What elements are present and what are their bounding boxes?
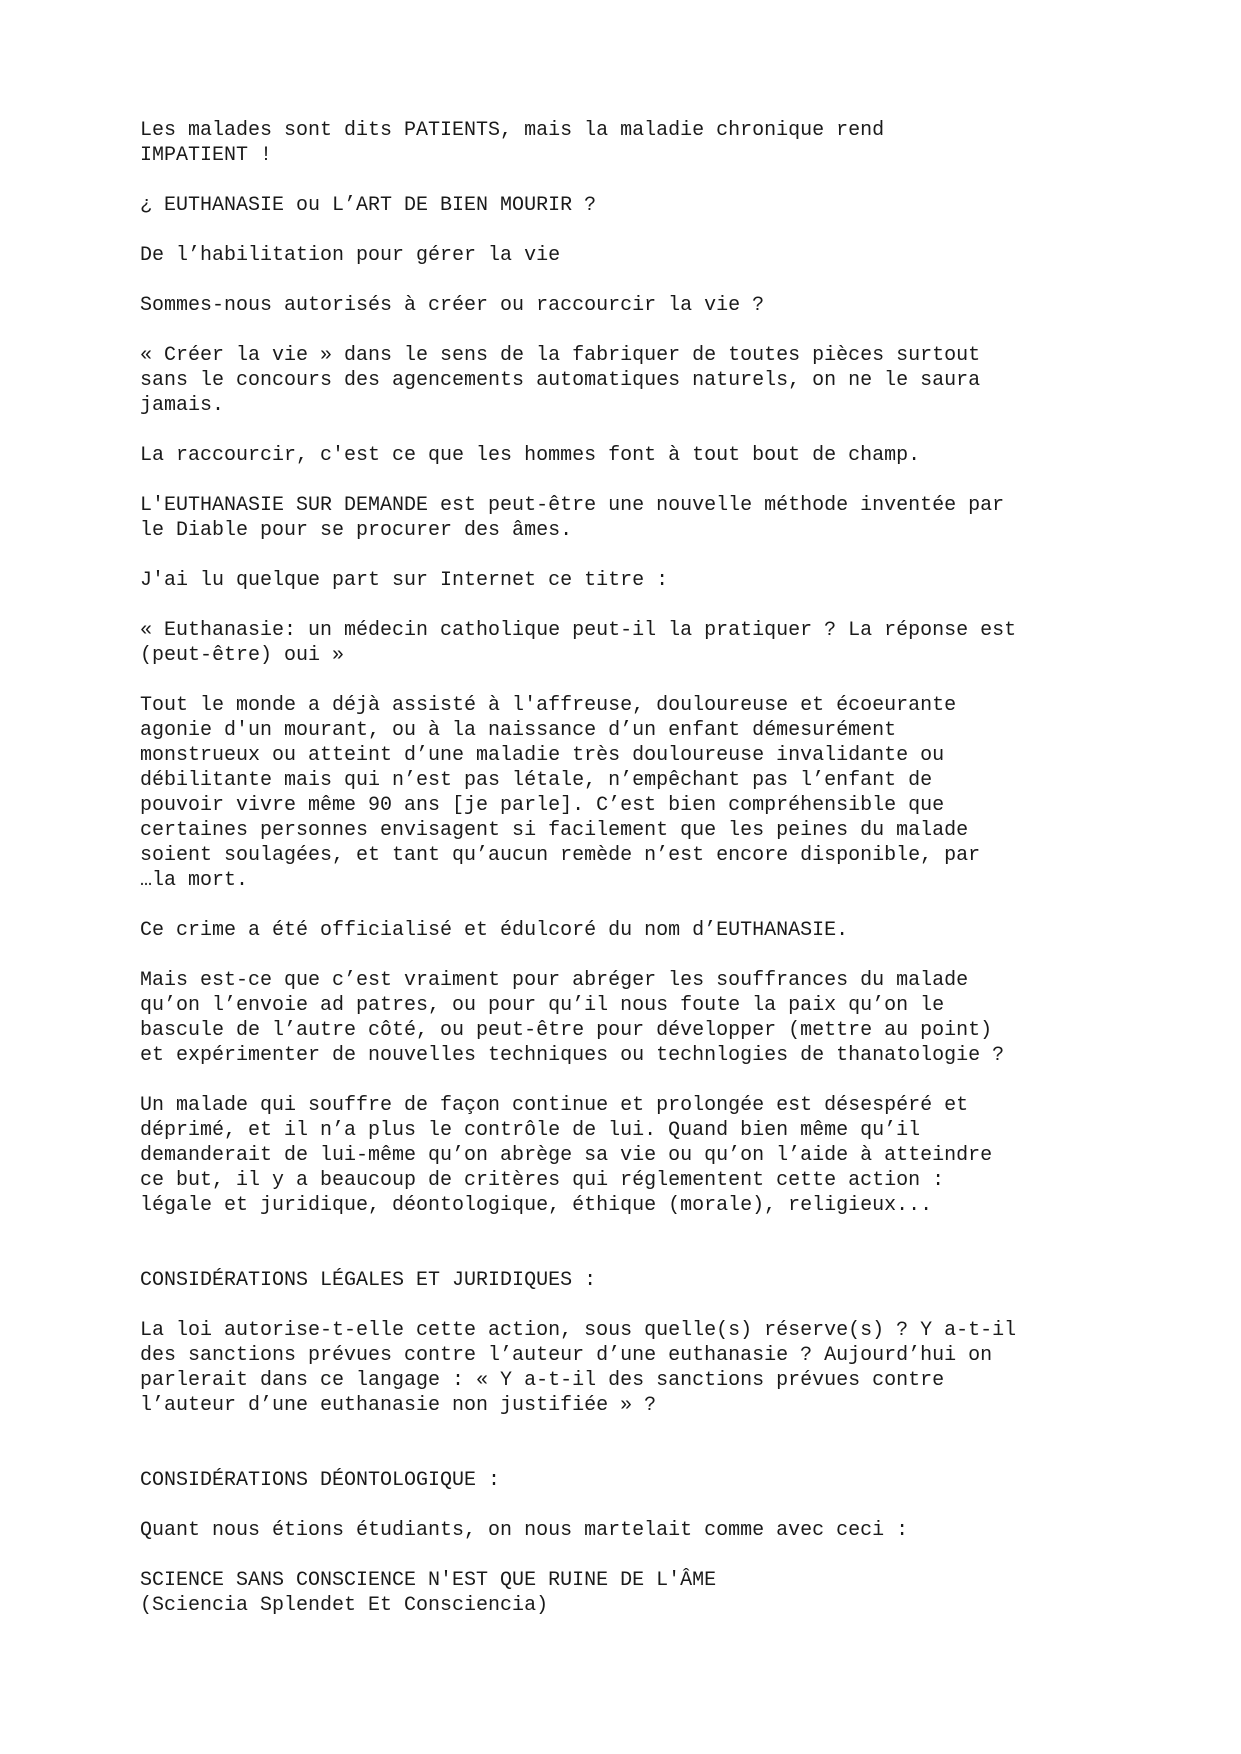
paragraph-raccourcir: La raccourcir, c'est ce que les hommes font à tout bout de champ. <box>140 444 921 467</box>
paragraph-intro: Les malades sont dits PATIENTS, mais la maladie chronique rend IMPATIENT ! <box>140 119 885 167</box>
motto: SCIENCE SANS CONSCIENCE N'EST QUE RUINE DE L'ÂME (Sciencia Splendet Et Consciencia) <box>140 1569 717 1617</box>
document-page <box>140 118 1140 1643</box>
subtitle: De l’habilitation pour gérer la vie <box>140 244 561 267</box>
paragraph-agonie: Tout le monde a déjà assisté à l'affreuse, douloureuse et écoeurante agonie d'un mourant, ou à la naissance d’un enfant démesurément monstrueux ou atteint d’une maladie très douloureuse invalidante ou débilitante mais qui n’est pas létale, n’empêchant pas l’enfant de pouvoir vivre même 90 ans [je parle]. C’est bien compréhensible que certaines personnes envisagent si facilement que les peines du malade soient soulagées, et tant qu’aucun remède n’est encore disponible, par …la mort. <box>140 694 981 892</box>
section-heading-deonto: CONSIDÉRATIONS DÉONTOLOGIQUE : <box>140 1469 501 1492</box>
title-question: ¿ EUTHANASIE ou L’ART DE BIEN MOURIR ? <box>140 194 597 217</box>
section-body-legal: La loi autorise-t-elle cette action, sous quelle(s) réserve(s) ? Y a-t-il des sanctions prévues contre l’auteur d’une euthanasie ? Aujourd’hui on parlerait dans ce langage : « Y a-t-il des sanctions prévues contre l’auteur d’une euthanasie non justifiée » ? <box>140 1319 1017 1417</box>
paragraph-creer-la-vie: « Créer la vie » dans le sens de la fabriquer de toutes pièces surtout sans le concours des agencements automatiques naturels, on ne le saura jamais. <box>140 344 981 417</box>
paragraph-malade: Un malade qui souffre de façon continue et prolongée est désespéré et déprimé, et il n’a plus le contrôle de lui. Quand bien même qu’il demanderait de lui-même qu’on abrège sa vie ou qu’on l’aide à atteindre ce but, il y a beaucoup de critères qui réglementent cette action : légale et juridique, déontologique, éthique (morale), religieux... <box>140 1094 993 1217</box>
paragraph-abreger: Mais est-ce que c’est vraiment pour abréger les souffrances du malade qu’on l’envoie ad patres, ou pour qu’il nous foute la paix qu’on le bascule de l’autre côté, ou peut-être pour développer (mettre au point) et expérimenter de nouvelles techniques ou technlogies de thanatologie ? <box>140 969 1005 1067</box>
paragraph-quote: « Euthanasie: un médecin catholique peut-il la pratiquer ? La réponse est (peut-être) oui » <box>140 619 1017 667</box>
paragraph-crime: Ce crime a été officialisé et édulcoré du nom d’EUTHANASIE. <box>140 919 849 942</box>
section-heading-legal: CONSIDÉRATIONS LÉGALES ET JURIDIQUES : <box>140 1269 597 1292</box>
paragraph-internet: J'ai lu quelque part sur Internet ce titre : <box>140 569 669 592</box>
paragraph-question: Sommes-nous autorisés à créer ou raccourcir la vie ? <box>140 294 765 317</box>
section-body-deonto: Quant nous étions étudiants, on nous martelait comme avec ceci : <box>140 1519 909 1542</box>
paragraph-euthanasie-demande: L'EUTHANASIE SUR DEMANDE est peut-être une nouvelle méthode inventée par le Diable pour se procurer des âmes. <box>140 494 1005 542</box>
